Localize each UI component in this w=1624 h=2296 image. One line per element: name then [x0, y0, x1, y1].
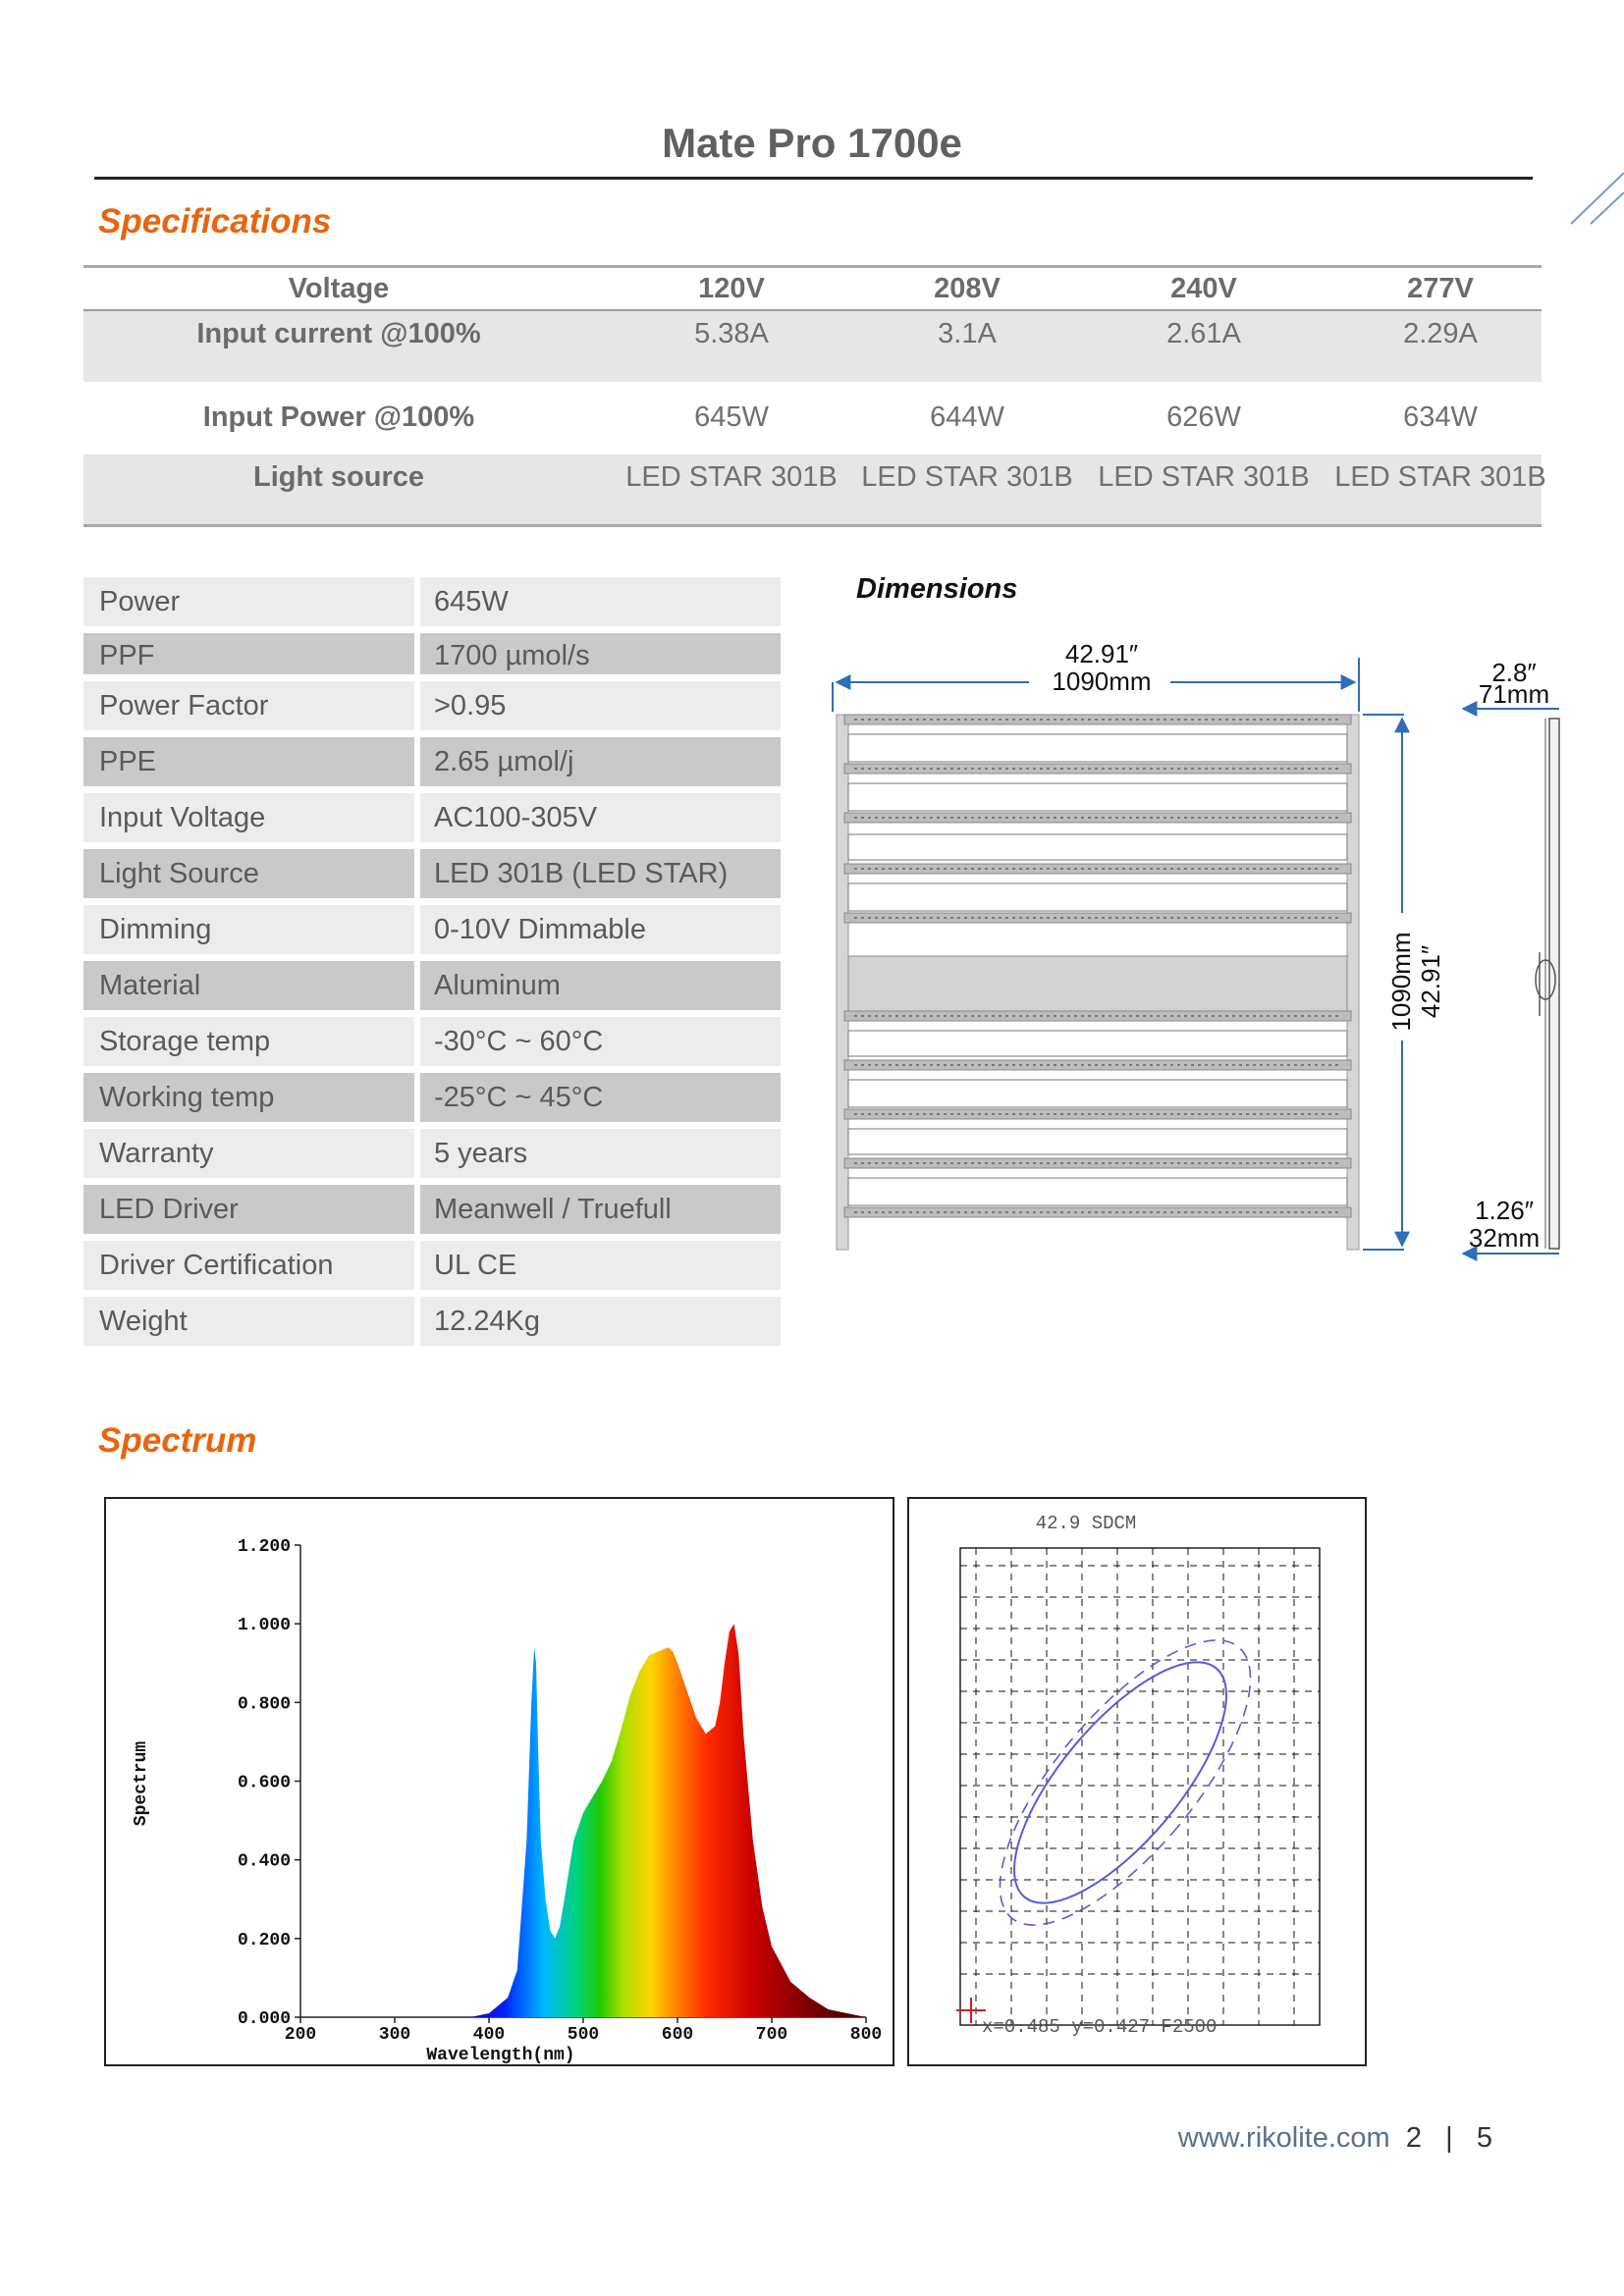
spec-value: -30°C ~ 60°C: [434, 1026, 604, 1057]
fixture-gap: [848, 1129, 1347, 1154]
spectrum-series-area: [470, 1624, 866, 2017]
dimensions-heading: Dimensions: [856, 573, 1018, 605]
table-bottom-rule: [83, 524, 1542, 527]
sdcm-readout: x=0.485 y=0.427 F2500: [982, 2016, 1218, 2038]
spec-key: Dimming: [99, 914, 212, 945]
spec-key: PPE: [99, 746, 157, 777]
table-row: [83, 382, 1542, 453]
table-row: [83, 1073, 781, 1122]
spec-value: UL CE: [434, 1250, 517, 1281]
x-tick-label: 400: [472, 2025, 506, 2045]
row-label: Input Power @100%: [202, 400, 475, 433]
corner-decoration-icon: [1569, 167, 1624, 226]
spec-key: Power Factor: [99, 690, 269, 721]
fixture-gap: [848, 1178, 1347, 1205]
row-value: 3.1A: [938, 317, 997, 349]
spec-key: Input Voltage: [99, 802, 266, 833]
fixture-gap: [848, 1031, 1347, 1056]
sdcm-ellipse-inner: [979, 1630, 1261, 1935]
row-value: LED STAR 301B: [625, 460, 838, 493]
x-tick-label: 700: [755, 2025, 788, 2045]
voltage-header-277v: 277V: [1407, 272, 1474, 304]
spec-value: 12.24Kg: [434, 1306, 541, 1337]
spec-key: Warranty: [99, 1138, 214, 1169]
table-row: [83, 793, 781, 842]
table-row: [83, 849, 781, 898]
sdcm-ellipse-outer: [959, 1603, 1292, 1962]
depth-mm-label: 71mm: [1478, 679, 1550, 709]
sdcm-chart: [907, 1497, 1367, 2066]
fixture-gap: [848, 834, 1347, 860]
row-value: 2.29A: [1403, 317, 1478, 349]
row-value: LED STAR 301B: [861, 460, 1073, 493]
table-row: [83, 454, 1546, 524]
y-tick-label: 0.400: [237, 1851, 291, 1872]
spectrum-chart: [104, 1497, 894, 2066]
row-value: 644W: [930, 400, 1004, 433]
spec-value: AC100-305V: [434, 802, 598, 833]
y-tick-label: 1.000: [237, 1616, 291, 1636]
fixture-gap: [848, 883, 1347, 911]
row-value: 634W: [1403, 400, 1478, 433]
page-total: 5: [1476, 2122, 1492, 2154]
voltage-header-240v: 240V: [1170, 272, 1237, 304]
spectrum-chart-svg: [106, 1499, 896, 2068]
voltage-header-208v: 208V: [934, 272, 1001, 304]
spec-value: >0.95: [434, 690, 507, 721]
table-row: [83, 1185, 781, 1234]
footer-url[interactable]: www.rikolite.com: [1177, 2122, 1390, 2154]
row-value: LED STAR 301B: [1334, 460, 1546, 493]
table-row: [83, 1017, 781, 1066]
spec-key: Power: [99, 586, 181, 617]
spec-value: LED 301B (LED STAR): [434, 858, 729, 889]
title-divider: [94, 177, 1533, 180]
table-row: [83, 961, 781, 1010]
specifications-heading: Specifications: [98, 202, 332, 240]
spec-key: Working temp: [99, 1082, 275, 1113]
sdcm-grid: [960, 1548, 1320, 2025]
fixture-front-view: [837, 715, 1359, 1250]
fixture-side-view: [1536, 719, 1559, 1249]
bottom-inches-label: 1.26″: [1475, 1196, 1534, 1225]
row-value: LED STAR 301B: [1098, 460, 1310, 493]
spec-value: 5 years: [434, 1138, 528, 1169]
sdcm-chart-svg: [909, 1499, 1369, 2068]
page-title: Mate Pro 1700e: [662, 120, 962, 166]
x-tick-label: 300: [378, 2025, 411, 2045]
voltage-header-120v: 120V: [698, 272, 765, 304]
row-value: 5.38A: [694, 317, 769, 349]
spec-value: 1700 µmol/s: [434, 640, 590, 671]
height-mm-label: 1090mm: [1386, 932, 1416, 1032]
table-row: [83, 737, 781, 786]
row-value: 2.61A: [1166, 317, 1241, 349]
row-label: Light source: [252, 460, 424, 493]
table-row: [83, 1297, 781, 1346]
voltage-header-label: Voltage: [288, 272, 390, 304]
spec-key: LED Driver: [99, 1194, 239, 1225]
spec-value: 0-10V Dimmable: [434, 914, 646, 945]
spectrum-heading: Spectrum: [98, 1421, 257, 1460]
fixture-gap: [848, 783, 1347, 811]
row-value: 626W: [1166, 400, 1241, 433]
spec-key: Driver Certification: [99, 1250, 334, 1281]
x-axis-title: Wavelength(nm): [426, 2046, 575, 2065]
x-tick-label: 200: [284, 2025, 317, 2045]
page-footer: [1178, 2122, 1492, 2155]
fixture-gap: [848, 1080, 1347, 1107]
table-row: [83, 577, 781, 626]
sdcm-plot-area: [960, 1548, 1320, 2025]
spec-value: Meanwell / Truefull: [434, 1194, 672, 1225]
depth-inches-label: 2.8″: [1491, 658, 1537, 687]
spec-value: Aluminum: [434, 970, 561, 1001]
x-tick-label: 500: [567, 2025, 600, 2045]
y-tick-label: 0.000: [237, 2009, 291, 2029]
x-tick-label: 600: [661, 2025, 694, 2045]
dimensions-drawing: [815, 628, 1581, 1266]
voltage-header-row: [83, 268, 1542, 309]
spec-key: Material: [99, 970, 201, 1001]
page-number: 2: [1405, 2122, 1422, 2154]
spec-value: -25°C ~ 45°C: [434, 1082, 604, 1113]
row-value: 645W: [694, 400, 769, 433]
x-tick-label: 800: [849, 2025, 883, 2045]
sdcm-chart-title: 42.9 SDCM: [1035, 1513, 1137, 1534]
spec-key: Weight: [99, 1306, 188, 1337]
spec-key: PPF: [99, 640, 155, 671]
table-row: [83, 681, 781, 730]
table-row: [83, 311, 1542, 382]
row-label: Input current @100%: [196, 317, 481, 349]
y-tick-label: 0.800: [237, 1694, 291, 1715]
fixture-gap: [848, 734, 1347, 762]
width-mm-label: 1090mm: [1052, 667, 1152, 696]
y-tick-label: 1.200: [237, 1537, 291, 1557]
bottom-mm-label: 32mm: [1468, 1223, 1541, 1253]
table-row: [83, 905, 781, 954]
spec-key: Light Source: [99, 858, 259, 889]
height-inches-label: 42.91″: [1416, 944, 1445, 1019]
width-inches-label: 42.91″: [1064, 639, 1139, 668]
y-axis-title: Spectrum: [132, 1740, 151, 1827]
page-separator: |: [1445, 2122, 1453, 2154]
table-row: [83, 1129, 781, 1178]
table-row: [83, 633, 781, 674]
spec-value: 645W: [434, 586, 509, 617]
y-tick-label: 0.200: [237, 1930, 291, 1950]
y-tick-label: 0.600: [237, 1773, 291, 1793]
spec-key: Storage temp: [99, 1026, 271, 1057]
spec-value: 2.65 µmol/j: [434, 746, 574, 777]
table-row: [83, 1241, 781, 1290]
